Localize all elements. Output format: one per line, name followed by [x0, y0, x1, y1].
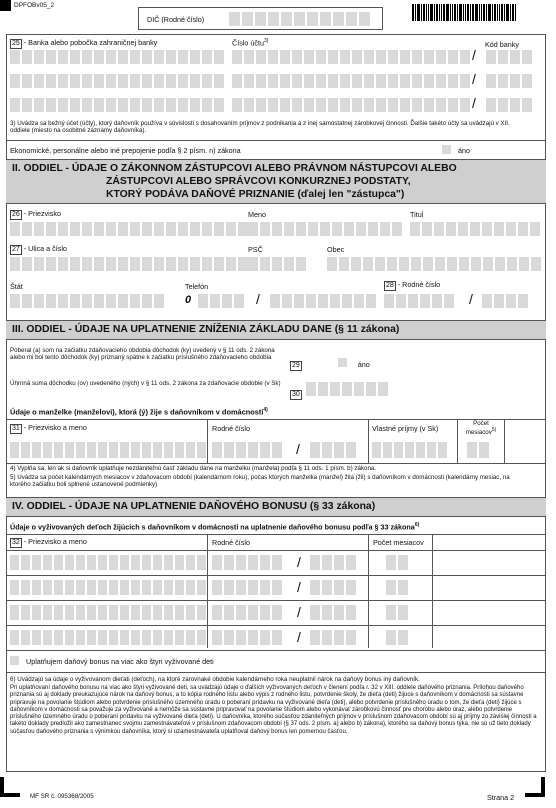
spouse-rc-cells-1[interactable]: [212, 442, 282, 458]
child-row: [6, 575, 546, 600]
section-2-title-3: KTORÝ PODÁVA DAŇOVÉ PRIZNANIE (ďalej len "zástupca"): [106, 189, 405, 200]
bank-code-cells-3[interactable]: [486, 98, 532, 112]
section-3-header: [6, 320, 546, 340]
note-6b: Pri uplatňovaní daňového bonusu na viac ako štyri vyživované deti, sa uvádzajú údaje o ďalších vyživovaných deťoch v členení podľa r. 32 v XIII. oddiele daňového priznania. Prílohou daňového priznania sú aj doklady preukazujúce nárok na daňový bonus, a to kópia rodného listu alebo výpis z rodného listu, potvrdenie školy, že dieťa (deti) žijúce s daňovníkom v domácnosti sa sústavne pripravuje na povolanie štúdiom alebo potvrdenie príslušného územného úradu o poberaní prídavku na vyživované dieťa (deti), alebo potvrdenie príslušného úradu o tom, že dieťa (deti) žijúce s daňovníkom v domácnosti sa považuje za vyživované a nemôže sa sústavne pripravovať na povolanie štúdiom alebo vykonávať zárobkovú činnosť pre chorobu alebo úraz, alebo potvrdenie príslušného územného úradu o poberaní prídavku na vyživované dieťa (deti). U daňovníka, ktorého súčasťou zdaniteľných príjmov v príslušnom zdaňovacom období sú aj príjmy zo závislej činnosti a takéto doklady predložil ako zamestnanec svojmu zamestnávateľovi v príslušnom zdaňovacom období (§ 37 ods. 2 písm. a) alebo b) zákona), ktorého sa daňový bonus týka, nie sú už tieto doklady súčasťou daňového priznania s výnimkou daňovníka, ktorý si uzamestnávateľa uplatňoval daňový bonus len pomernou časťou.: [10, 685, 537, 735]
form-code: DPFOBv05_2: [14, 2, 55, 9]
obec-label: Obec: [327, 245, 345, 254]
titul-cells[interactable]: [410, 222, 540, 236]
psc-label: PSČ: [248, 245, 263, 254]
spouse-income-cells[interactable]: [372, 442, 447, 458]
section-2-title-1: II. ODDIEL - ÚDAJE O ZÁKONNOM ZÁSTUPCOVI ALEBO PRÁVNOM NÁSTUPCOVI ALEBO: [12, 163, 457, 174]
child-rc-cells-1[interactable]: [212, 555, 282, 570]
bank-label: - Banka alebo pobočka zahraničnej banky: [23, 38, 158, 47]
child-months-cells[interactable]: [386, 580, 408, 595]
spouse-title: Údaje o manželke (manželovi), ktorá (ý) žije s daňovníkom v domácnosti$^{4)}$: [10, 407, 268, 417]
section-3-title: III. ODDIEL - ÚDAJE NA UPLATNENIE ZNÍŽENIA ZÁKLADU DANE (§ 11 zákona): [12, 324, 400, 335]
account-label: Číslo účtu$^{3)}$: [232, 38, 269, 48]
child-name-cells[interactable]: [10, 555, 206, 570]
footer-left: MF SR č. 095368/2005: [30, 793, 94, 800]
child-name-cells[interactable]: [10, 630, 206, 645]
psc-cells[interactable]: [248, 257, 306, 271]
ekon-checkbox[interactable]: [442, 145, 451, 154]
poberal-field: [290, 354, 370, 372]
uhrnna-text: Úhrnná suma dôchodku (ov) uvedeného (ných) v § 11 ods. 2 zákona za zdaňovacie obdobie (v Sk): [10, 380, 281, 387]
note-6a: 6) Uvádzajú sa údaje o vyživovanom dieťati (deťoch), na ktoré zarovnaké obdobie kalendárneho roka neuplatnil nárok na daňový bonus iný daňovník.: [10, 676, 420, 683]
section-2-title-2: ZÁSTUPCOVI ALEBO SPRÁVCOVI KONKURZNEJ PODSTATY,: [106, 176, 411, 187]
children-rows: [6, 550, 546, 651]
obec-cells[interactable]: [327, 257, 541, 271]
slash: /: [472, 95, 476, 111]
row-number-29: 29: [292, 362, 300, 369]
tel-prefix: 0: [185, 294, 192, 306]
spouse-months-label: Počet mesiacov$^{5)}$: [465, 420, 497, 437]
bank-footnote: 3) Uvádza sa bežný účet (účty), ktorý daňovník používa v súvislosti s dosahovaním príjmov z podnikania a z inej samostatnej zárobkovej činnosti. Ďalšie takéto účty sa uvádzajú v XII. oddiele (miesto na osobitné záznamy daňovníka).: [10, 120, 510, 135]
surname-label: 26 - Priezvisko: [12, 209, 61, 218]
ekon-label: Ekonomické, personálne alebo iné prepojenie podľa § 2 písm. n) zákona: [10, 146, 241, 155]
child-row: [6, 550, 546, 575]
barcode: [412, 4, 547, 21]
bank-code-cells-1[interactable]: [486, 50, 532, 64]
bank-name-cells-1[interactable]: [10, 50, 224, 64]
child-months-cells[interactable]: [386, 630, 408, 645]
account-cells-2[interactable]: [232, 74, 470, 88]
stat-cells[interactable]: [10, 294, 164, 308]
children-rc-label: Rodné číslo: [212, 538, 250, 547]
slash: /: [469, 291, 473, 307]
children-name-label: 32 - Priezvisko a meno: [12, 537, 87, 546]
note-4: 4) Vyplňa sa, len ak si daňovník uplatňuje nezdaniteľnú časť základu dane na manželku (manžela) podľa § 11 ods. 1 písm. b) zákona.: [10, 465, 377, 472]
rodne-cells-2[interactable]: [482, 294, 528, 308]
child-months-cells[interactable]: [386, 555, 408, 570]
row-number-30: 30: [292, 391, 300, 398]
child-rc-cells-2[interactable]: [310, 580, 356, 595]
divider: [6, 534, 546, 535]
stat-label: Štát: [10, 282, 23, 291]
name-cells[interactable]: [248, 222, 402, 236]
child-rc-cells-2[interactable]: [310, 605, 356, 620]
divider: [6, 140, 546, 141]
footer-right: Strana 2: [487, 793, 515, 802]
child-rc-cells-1[interactable]: [212, 580, 282, 595]
child-name-cells[interactable]: [10, 580, 206, 595]
section-4-title: IV. ODDIEL - ÚDAJE NA UPLATNENIE DAŇOVÉHO BONUSU (§ 33 zákona): [12, 501, 376, 512]
spouse-vline-4: [504, 419, 505, 463]
corner-mark-bottom-right-h: [525, 793, 545, 797]
spouse-name-label: 31 - Priezvisko a meno: [12, 423, 87, 432]
child-rc-cells-1[interactable]: [212, 630, 282, 645]
telefon-label: Telefón: [185, 282, 209, 291]
bank-code-label: Kód banky: [485, 40, 519, 49]
spouse-vline-3: [457, 419, 458, 463]
child-rc-cells-1[interactable]: [212, 605, 282, 620]
spouse-rc-label: Rodné číslo: [212, 424, 250, 433]
slash: /: [297, 629, 301, 645]
spouse-vline-2: [368, 419, 369, 463]
bank-label-row: [10, 38, 157, 49]
poberal-text: Poberal (a) som na začiatku zdaňovacieho obdobia dôchodok (ky) uvedený v § 11 ods. 2 zákona alebo mi bol tento dôchodok (ky) priznaný spätne k začiatku príslušného zdaňovacieho obdobia: [10, 347, 275, 362]
spouse-income-label: Vlastné príjmy (v Sk): [372, 424, 439, 433]
child-rc-cells-2[interactable]: [310, 555, 356, 570]
slash: /: [296, 441, 300, 457]
account-cells-1[interactable]: [232, 50, 470, 64]
tel-number-cells[interactable]: [270, 294, 376, 308]
dic-label: DIČ (Rodné číslo): [147, 15, 205, 24]
poberal-checkbox[interactable]: [338, 358, 347, 367]
slash: /: [256, 291, 260, 307]
child-rc-cells-2[interactable]: [310, 630, 356, 645]
spouse-vline-1: [207, 419, 208, 463]
poberal-yes: áno: [357, 360, 370, 369]
children-months-label: Počet mesiacov: [373, 538, 424, 547]
titul-label: Titul: [410, 210, 424, 219]
uhrnna-field: [290, 383, 304, 401]
slash: /: [472, 47, 476, 63]
rodne-label: 28 - Rodné číslo: [386, 280, 441, 289]
uhrnna-cells[interactable]: [306, 382, 388, 396]
child-months-cells[interactable]: [386, 605, 408, 620]
slash: /: [297, 604, 301, 620]
corner-mark-top-left: [0, 0, 11, 11]
corner-mark-bottom-left-h: [0, 793, 20, 797]
name-label: Meno: [248, 210, 266, 219]
slash: /: [297, 579, 301, 595]
divider: [6, 463, 546, 464]
spouse-rc-cells-2[interactable]: [310, 442, 356, 458]
dic-box: [138, 7, 383, 30]
bank-name-cells-2[interactable]: [10, 74, 224, 88]
section-2-header: [6, 159, 546, 204]
tel-area-cells[interactable]: [198, 294, 244, 308]
rodne-cells-1[interactable]: [384, 294, 454, 308]
bank-rows: [10, 47, 545, 122]
children-title: Údaje o vyživovaných deťoch žijúcich s daňovníkom v domácnosti na uplatnenie daňového bonusu podľa § 33 zákona$^{6)}$: [10, 522, 420, 532]
account-cells-3[interactable]: [232, 98, 470, 112]
slash: /: [472, 71, 476, 87]
divider: [6, 672, 546, 673]
spouse-months-cells[interactable]: [467, 442, 489, 458]
row-number-25: 25: [12, 40, 20, 47]
note-5: 5) Uvádza sa počet kalendárnych mesiacov v zdaňovacom období (kalendárnom roku), počas ktorých manželka (manžel) žila (žil) s daňovníkom v domácnosti (kalendárny mesiac, na ktorého začiatku boli splnené ustanovené podmienky): [10, 474, 510, 489]
child-row: [6, 600, 546, 625]
bank-name-cells-3[interactable]: [10, 98, 224, 112]
bank-code-cells-2[interactable]: [486, 74, 532, 88]
dic-cells[interactable]: [229, 12, 370, 26]
bonus-check-label: Uplatňujem daňový bonus na viac ako štyri vyživované deti: [26, 657, 214, 666]
street-cells[interactable]: [10, 257, 248, 271]
child-name-cells[interactable]: [10, 605, 206, 620]
section-4-header: [6, 497, 546, 517]
surname-cells[interactable]: [10, 222, 248, 236]
spouse-name-cells[interactable]: [10, 442, 206, 458]
slash: /: [297, 554, 301, 570]
street-label: 27 - Ulica a číslo: [12, 244, 67, 253]
ekon-yes-label: áno: [458, 146, 470, 155]
bonus-checkbox[interactable]: [10, 656, 19, 665]
child-row: [6, 625, 546, 651]
